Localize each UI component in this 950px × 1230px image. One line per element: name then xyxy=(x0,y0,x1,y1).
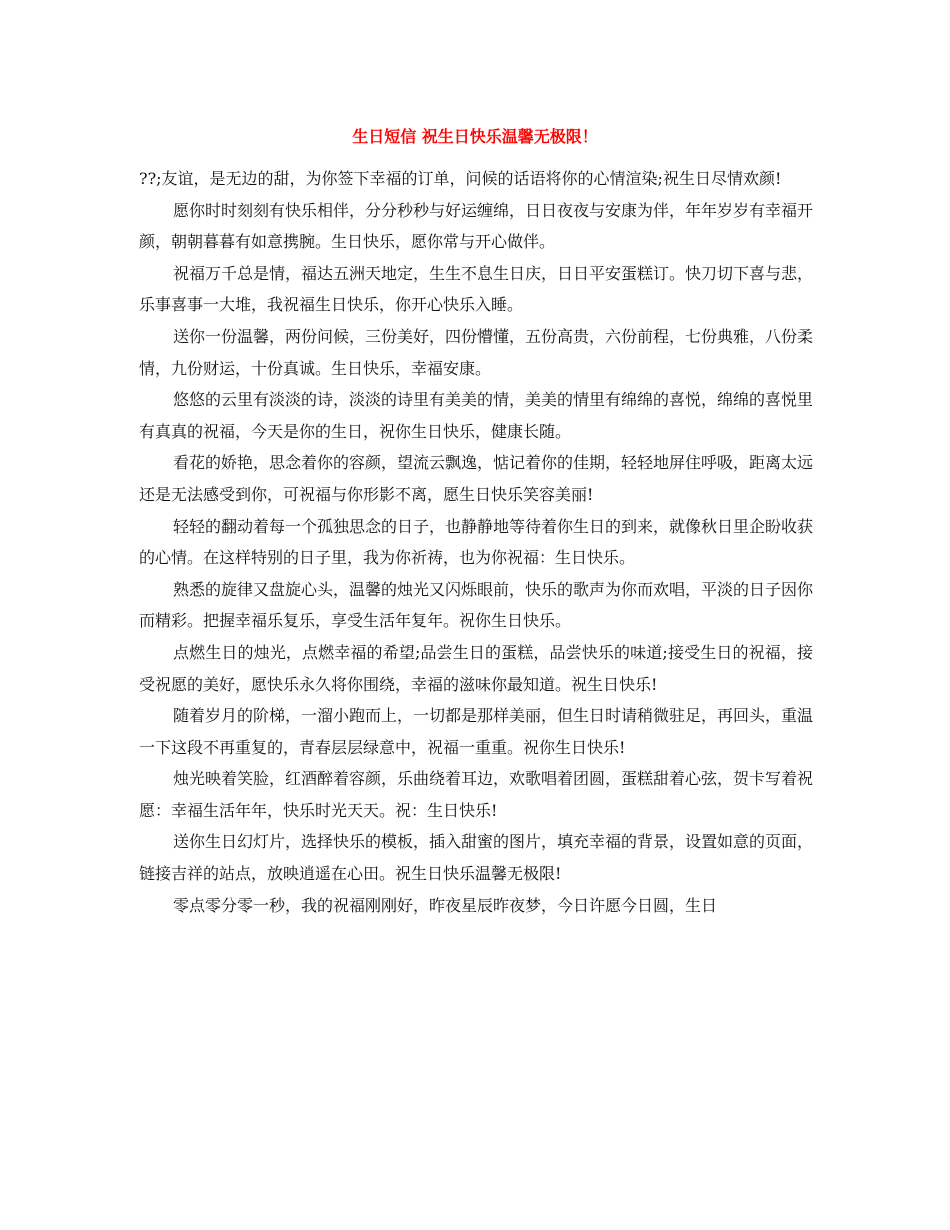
paragraph: 祝福万千总是情，福达五洲天地定，生生不息生日庆，日日平安蛋糕订。快刀切下喜与悲，乐事喜事一大堆，我祝福生日快乐，你开心快乐入睡。 xyxy=(139,263,814,315)
paragraph: 熟悉的旋律又盘旋心头，温馨的烛光又闪烁眼前，快乐的歌声为你而欢唱，平淡的日子因你而精彩。把握幸福乐复乐，享受生活年复年。祝你生日快乐。 xyxy=(139,579,814,631)
paragraph: 送你一份温馨，两份问候，三份美好，四份懵懂，五份高贵，六份前程，七份典雅，八份柔情，九份财运，十份真诚。生日快乐，幸福安康。 xyxy=(139,326,814,378)
paragraph: 愿你时时刻刻有快乐相伴，分分秒秒与好运缠绵，日日夜夜与安康为伴，年年岁岁有幸福开颜，朝朝暮暮有如意携腕。生日快乐，愿你常与开心做伴。 xyxy=(139,200,814,252)
paragraph: 轻轻的翻动着每一个孤独思念的日子，也静静地等待着你生日的到来，就像秋日里企盼收获的心情。在这样特别的日子里，我为你祈祷，也为你祝福：生日快乐。 xyxy=(139,516,814,568)
paragraph: 零点零分零一秒，我的祝福刚刚好，昨夜星辰昨夜梦，今日许愿今日圆，生日 xyxy=(173,895,718,915)
document-body xyxy=(139,163,813,921)
paragraph: 悠悠的云里有淡淡的诗，淡淡的诗里有美美的情，美美的情里有绵绵的喜悦，绵绵的喜悦里有真真的祝福，今天是你的生日，祝你生日快乐，健康长随。 xyxy=(139,390,814,441)
paragraph: 看花的娇艳，思念着你的容颜，望流云飘逸，惦记着你的佳期，轻轻地屏住呼吸，距离太远还是无法感受到你，可祝福与你形影不离，愿生日快乐笑容美丽! xyxy=(139,453,814,504)
paragraph: 随着岁月的阶梯，一溜小跑而上，一切都是那样美丽，但生日时请稍微驻足，再回头，重温一下这段不再重复的，青春层层绿意中，祝福一重重。祝你生日快乐! xyxy=(139,706,814,757)
paragraph: 送你生日幻灯片，选择快乐的模板，插入甜蜜的图片，填充幸福的背景，设置如意的页面，链接吉祥的站点，放映逍遥在心田。祝生日快乐温馨无极限! xyxy=(139,832,814,884)
document-title: 生日短信 祝生日快乐温馨无极限！ xyxy=(352,127,598,146)
paragraph: ??;友谊，是无边的甜，为你签下幸福的订单，问候的话语将你的心情渲染;祝生日尽情欢颜! xyxy=(139,169,782,188)
paragraph: 点燃生日的烛光，点燃幸福的希望;品尝生日的蛋糕，品尝快乐的味道;接受生日的祝福，接受祝愿的美好，愿快乐永久将你围绕，幸福的滋味你最知道。祝生日快乐! xyxy=(139,642,813,694)
paragraph: 烛光映着笑脸，红酒醉着容颜，乐曲绕着耳边，欢歌唱着团圆，蛋糕甜着心弦，贺卡写着祝愿：幸福生活年年，快乐时光天天。祝：生日快乐! xyxy=(139,769,814,820)
